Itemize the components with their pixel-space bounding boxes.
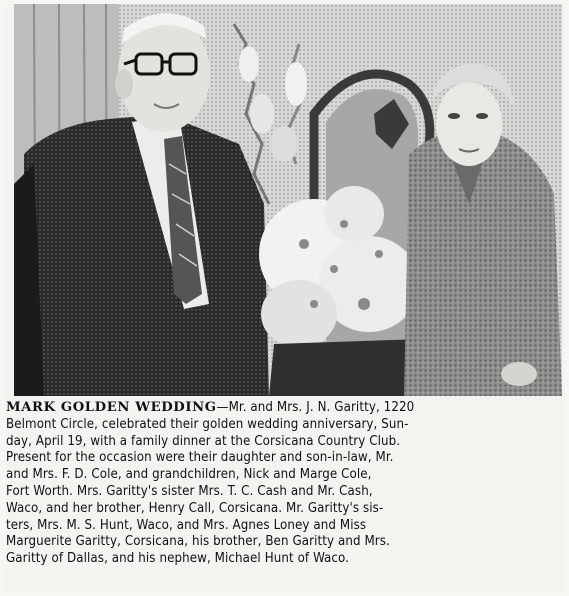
- anniversary-photo: [14, 4, 562, 396]
- caption-line-4: Present for the occasion were their daughter and son-in-law, Mr.: [6, 450, 394, 466]
- caption-line-1: [6, 400, 562, 417]
- caption-line-1-text: —Mr. and Mrs. J. N. Garitty, 1220: [216, 400, 415, 415]
- newspaper-clipping: [6, 4, 565, 592]
- caption-line-7: Waco, and her brother, Henry Call, Corsicana. Mr. Garitty's sis-: [6, 500, 384, 516]
- caption-line-8: ters, Mrs. M. S. Hunt, Waco, and Mrs. Agnes Loney and Miss: [6, 517, 367, 533]
- caption-headline: MARK GOLDEN WEDDING: [6, 400, 217, 415]
- caption-line-6: Fort Worth. Mrs. Garitty's sister Mrs. T. C. Cash and Mr. Cash,: [6, 483, 373, 499]
- caption-line-5: and Mrs. F. D. Cole, and grandchildren, Nick and Marge Cole,: [6, 467, 372, 483]
- caption-line-10: Garitty of Dallas, and his nephew, Michael Hunt of Waco.: [6, 551, 350, 567]
- caption-line-2: Belmont Circle, celebrated their golden wedding anniversary, Sun-: [6, 416, 409, 432]
- caption-line-9: Marguerite Garitty, Corsicana, his brother, Ben Garitty and Mrs.: [6, 534, 390, 550]
- caption-line-3: day, April 19, with a family dinner at the Corsicana Country Club.: [6, 433, 401, 449]
- photo-caption: [6, 400, 562, 568]
